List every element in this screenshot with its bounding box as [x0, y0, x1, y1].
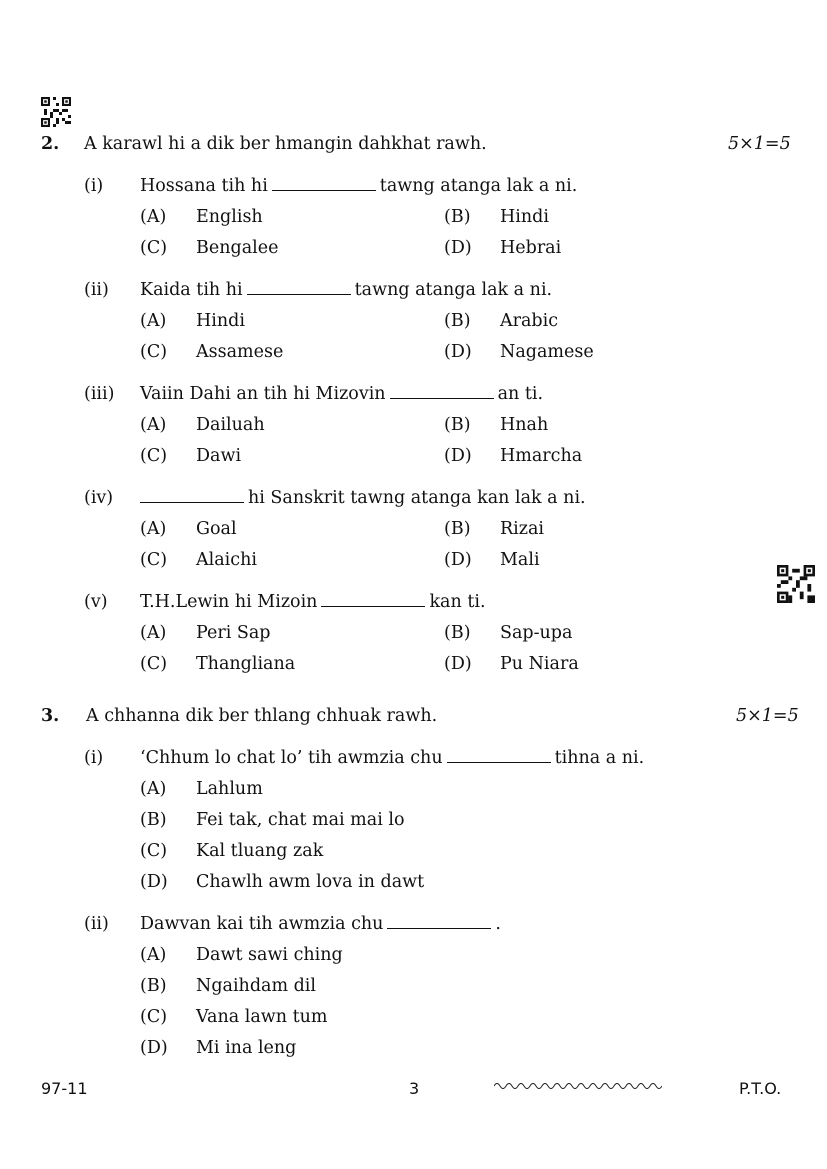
qr-code-top-icon [41, 97, 71, 127]
option-letter: (B) [444, 519, 471, 539]
option-letter: (C) [140, 841, 168, 861]
sub-question-label: (ii) [84, 914, 109, 934]
option-letter: (B) [140, 976, 167, 996]
option-text: Hebrai [500, 238, 562, 258]
stem-text-before: Vaiin Dahi an tih hi Mizovin [140, 384, 386, 404]
option-text: Rizai [500, 519, 545, 539]
answer-blank [390, 384, 494, 399]
option-text: Nagamese [500, 342, 594, 362]
stem-text-before: Hossana tih hi [140, 176, 268, 196]
question-3-number: 3. [41, 706, 60, 726]
sub-question-stem [140, 592, 486, 612]
page-number: 3 [409, 1079, 420, 1098]
option-letter: (D) [444, 238, 472, 258]
option-letter: (D) [444, 342, 472, 362]
option-text: Sap-upa [500, 623, 573, 643]
option-letter: (A) [140, 415, 167, 435]
option-text: Lahlum [196, 779, 263, 799]
option-letter: (A) [140, 623, 167, 643]
paper-code: 97-11 [41, 1079, 88, 1098]
sub-question-label: (iv) [84, 488, 114, 508]
option-text: Mi ina leng [196, 1038, 297, 1058]
option-letter: (C) [140, 654, 168, 674]
sub-question-stem [140, 176, 577, 196]
option-text: Thangliana [196, 654, 296, 674]
sub-question-stem [140, 914, 501, 934]
sub-question-label: (iii) [84, 384, 115, 404]
answer-blank [272, 176, 376, 191]
sub-question-label: (v) [84, 592, 108, 612]
option-letter: (C) [140, 1007, 168, 1027]
option-letter: (B) [444, 311, 471, 331]
stem-text-after: . [495, 914, 501, 934]
stem-text-after: tawng atanga lak a ni. [379, 176, 578, 196]
option-text: Alaichi [196, 550, 257, 570]
question-2-instruction: A karawl hi a dik ber hmangin dahkhat rawh. [84, 134, 487, 154]
option-letter: (C) [140, 446, 168, 466]
option-text: Dailuah [196, 415, 265, 435]
stem-text-before: ‘Chhum lo chat lo’ tih awmzia chu [140, 748, 443, 768]
answer-blank [247, 280, 351, 295]
option-text: Hnah [500, 415, 549, 435]
question-2-number: 2. [41, 134, 60, 154]
sub-question-stem [140, 488, 586, 508]
stem-text-before: Dawvan kai tih awmzia chu [140, 914, 384, 934]
option-letter: (C) [140, 550, 168, 570]
option-text: Assamese [196, 342, 284, 362]
option-letter: (B) [444, 207, 471, 227]
option-letter: (A) [140, 207, 167, 227]
option-text: Goal [196, 519, 237, 539]
question-3-instruction: A chhanna dik ber thlang chhuak rawh. [86, 706, 438, 726]
option-text: Arabic [500, 311, 559, 331]
option-letter: (D) [140, 1038, 168, 1058]
option-text: Dawi [196, 446, 242, 466]
option-letter: (A) [140, 519, 167, 539]
sub-question-label: (i) [84, 176, 104, 196]
stem-text-after: an ti. [497, 384, 544, 404]
option-letter: (C) [140, 238, 168, 258]
sub-question-stem [140, 280, 552, 300]
option-letter: (A) [140, 945, 167, 965]
sub-question-label: (ii) [84, 280, 109, 300]
stem-text-after: tawng atanga lak a ni. [354, 280, 553, 300]
option-letter: (A) [140, 779, 167, 799]
answer-blank [447, 748, 551, 763]
option-text: Pu Niara [500, 654, 579, 674]
option-letter: (B) [444, 623, 471, 643]
stem-text-after: hi Sanskrit tawng atanga kan lak a ni. [248, 488, 586, 508]
option-text: Peri Sap [196, 623, 271, 643]
please-turn-over: P.T.O. [739, 1079, 782, 1098]
sub-question-stem [140, 384, 543, 404]
qr-code-side-icon [777, 565, 815, 603]
option-text: English [196, 207, 263, 227]
option-text: Chawlh awm lova in dawt [196, 872, 425, 892]
option-text: Mali [500, 550, 540, 570]
option-text: Bengalee [196, 238, 279, 258]
sub-question-label: (i) [84, 748, 104, 768]
option-letter: (B) [444, 415, 471, 435]
option-text: Ngaihdam dil [196, 976, 317, 996]
option-text: Hindi [196, 311, 245, 331]
stem-text-after: kan ti. [429, 592, 486, 612]
option-letter: (A) [140, 311, 167, 331]
option-letter: (D) [444, 654, 472, 674]
stem-text-before: T.H.Lewin hi Mizoin [140, 592, 318, 612]
option-text: Hmarcha [500, 446, 583, 466]
question-3-marks: 5×1=5 [736, 706, 799, 726]
option-letter: (B) [140, 810, 167, 830]
option-letter: (D) [140, 872, 168, 892]
answer-blank [140, 488, 244, 503]
wavy-line-decoration [494, 1081, 662, 1091]
answer-blank [321, 592, 425, 607]
stem-text-after: tihna a ni. [554, 748, 645, 768]
option-text: Vana lawn tum [196, 1007, 328, 1027]
option-letter: (D) [444, 550, 472, 570]
stem-text-before: Kaida tih hi [140, 280, 243, 300]
option-text: Dawt sawi ching [196, 945, 343, 965]
question-2-marks: 5×1=5 [728, 134, 791, 154]
option-text: Fei tak, chat mai mai lo [196, 810, 405, 830]
option-text: Kal tluang zak [196, 841, 324, 861]
sub-question-stem [140, 748, 644, 768]
answer-blank [387, 914, 491, 929]
option-text: Hindi [500, 207, 549, 227]
option-letter: (D) [444, 446, 472, 466]
option-letter: (C) [140, 342, 168, 362]
